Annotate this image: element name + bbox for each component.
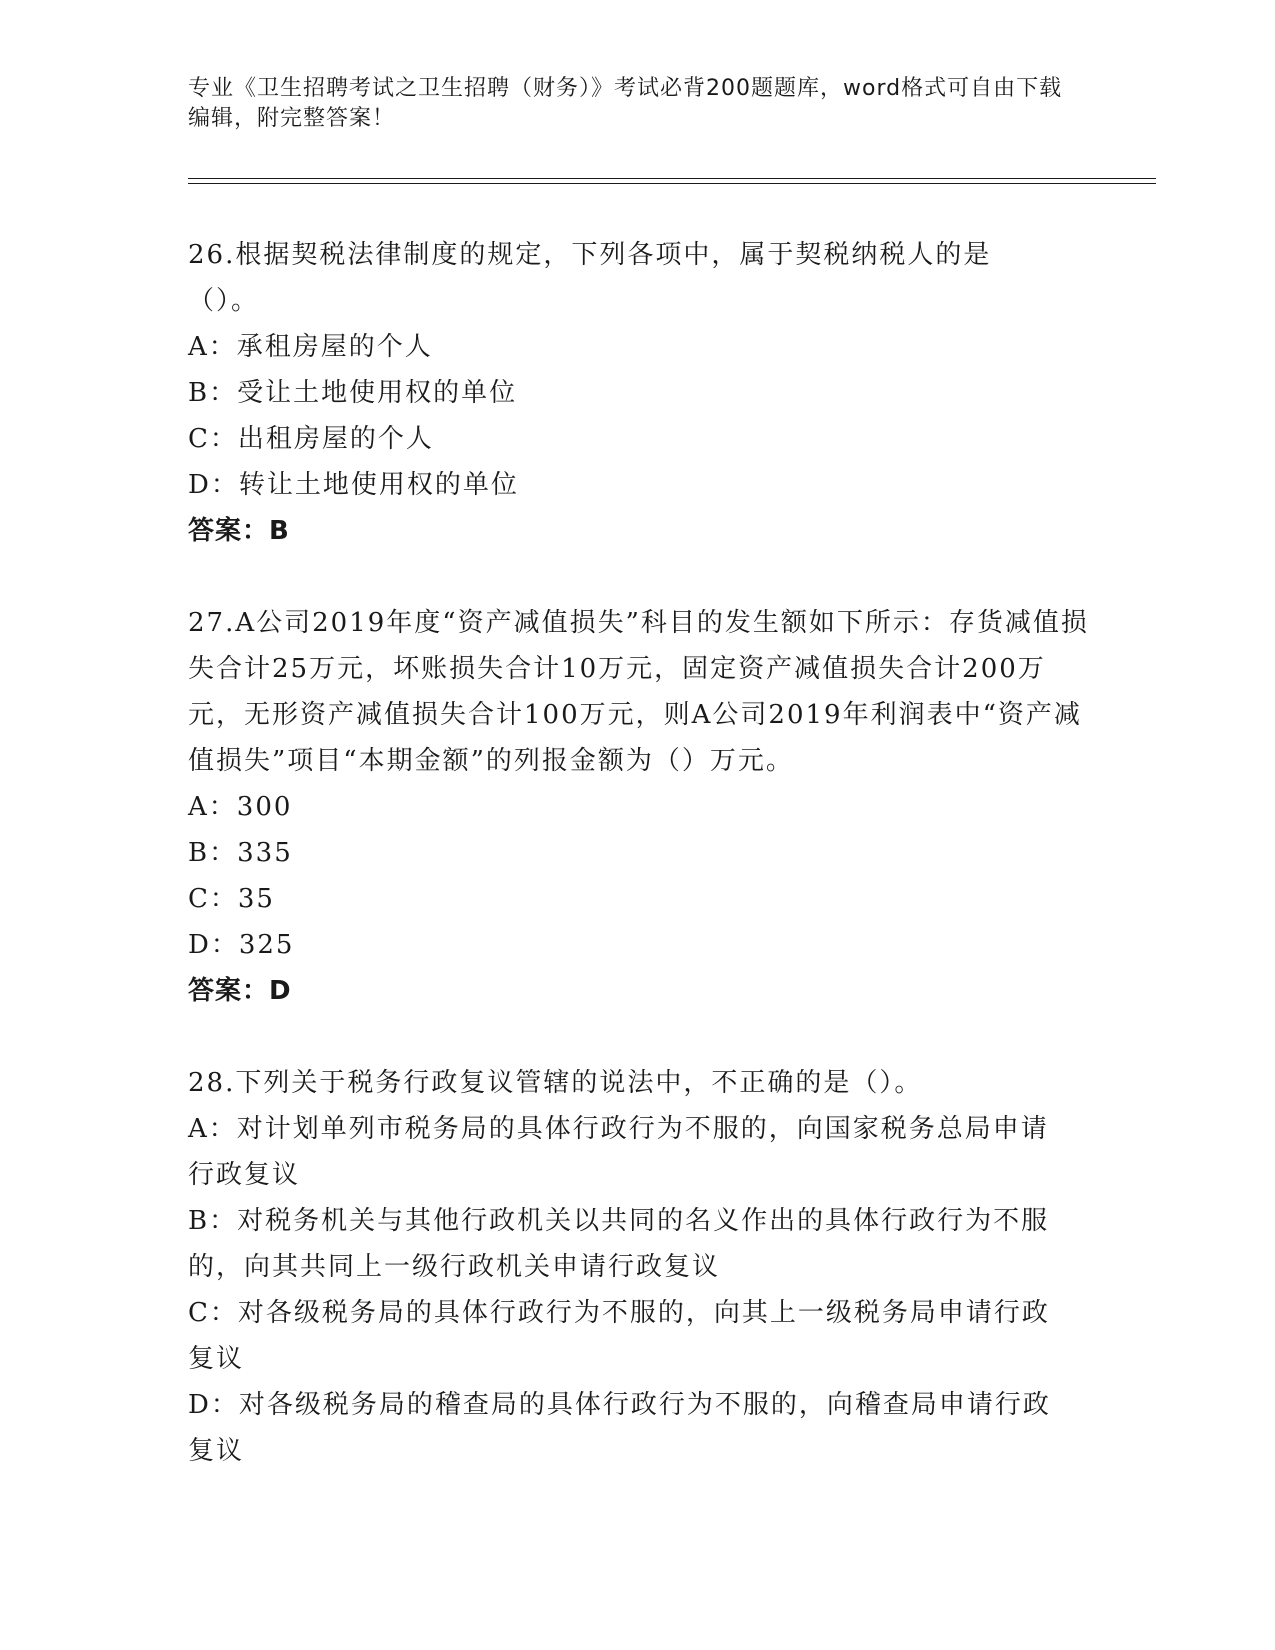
option-d: D：对各级税务局的稽查局的具体行政行为不服的，向稽查局申请行政复议 (188, 1390, 1051, 1466)
question-stem: 27.A公司2019年度“资产减值损失”科目的发生额如下所示：存货减值损失合计25万元，坏账损失合计10万元，固定资产减值损失合计200万元，无形资产减值损失合计100万元，则A公司2019年利润表中“资产减值损失”项目“本期金额”的列报金额为（）万元。 (188, 608, 1089, 776)
question-26 (188, 232, 1088, 554)
question-list (188, 232, 1088, 1520)
question-28 (188, 1060, 1088, 1474)
answer-label: 答案：B (188, 516, 290, 546)
header-divider-top (188, 178, 1156, 179)
option-b: B：对税务机关与其他行政机关以共同的名义作出的具体行政行为不服的，向其共同上一级行政机关申请行政复议 (188, 1206, 1050, 1282)
question-stem: 26.根据契税法律制度的规定，下列各项中，属于契税纳税人的是（）。 (188, 240, 992, 316)
option-a: A：对计划单列市税务局的具体行政行为不服的，向国家税务总局申请行政复议 (188, 1114, 1049, 1190)
option-b: B：335 (188, 838, 293, 868)
option-b: B：受让土地使用权的单位 (188, 378, 518, 408)
option-d: D：325 (188, 930, 295, 960)
question-27 (188, 600, 1088, 1014)
document-header: 专业《卫生招聘考试之卫生招聘（财务）》考试必背200题题库，word格式可自由下载编辑，附完整答案！ (188, 76, 1063, 131)
option-c: C：35 (188, 884, 275, 914)
answer-label: 答案：D (188, 976, 292, 1006)
option-a: A：300 (188, 792, 293, 822)
option-a: A：承租房屋的个人 (188, 332, 433, 362)
question-stem: 28.下列关于税务行政复议管辖的说法中，不正确的是（）。 (188, 1068, 923, 1098)
option-c: C：出租房屋的个人 (188, 424, 434, 454)
option-d: D：转让土地使用权的单位 (188, 470, 519, 500)
header-divider-bottom (188, 183, 1156, 184)
option-c: C：对各级税务局的具体行政行为不服的，向其上一级税务局申请行政复议 (188, 1298, 1050, 1374)
